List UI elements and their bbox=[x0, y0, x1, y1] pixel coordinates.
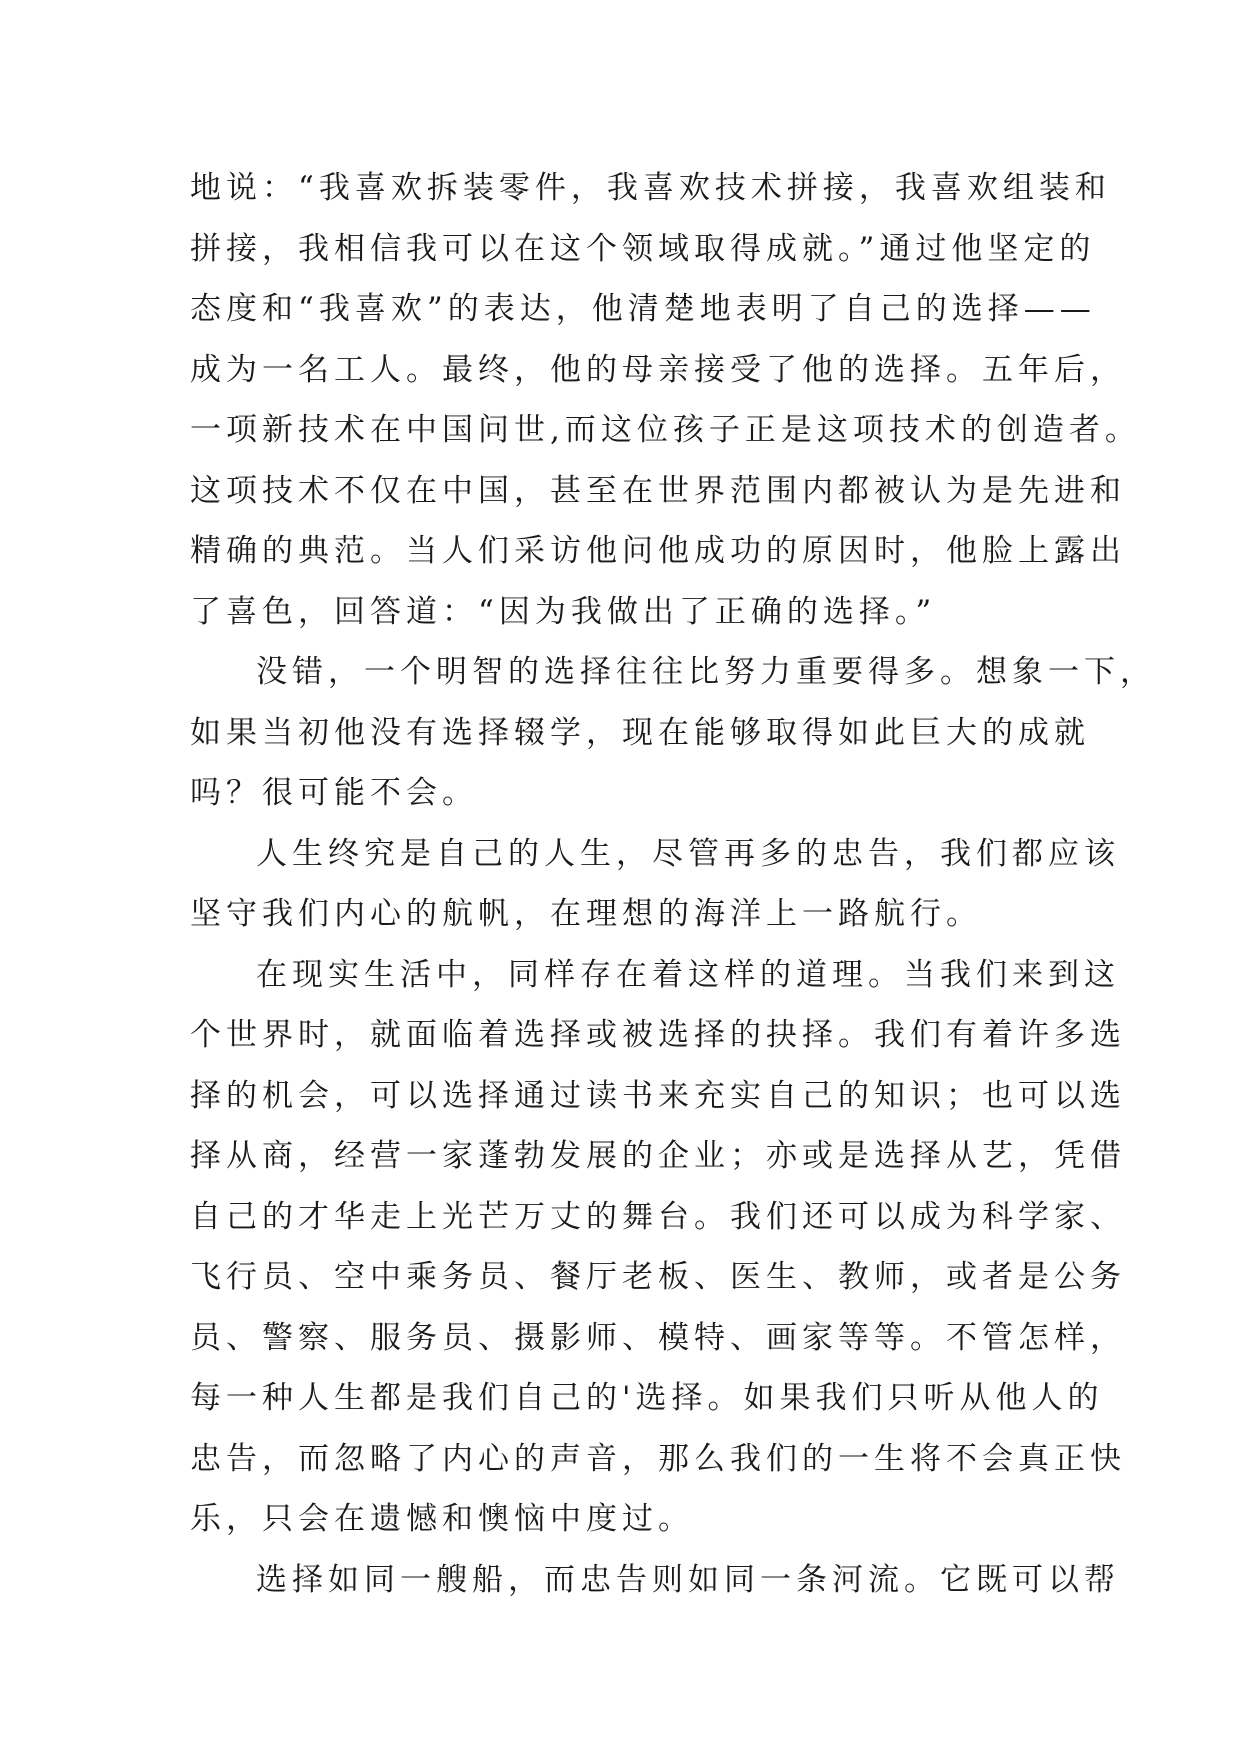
text-line: 选择如同一艘船，而忠告则如同一条河流。它既可以帮 bbox=[256, 1561, 1120, 1598]
text-line: 个世界时，就面临着选择或被选择的抉择。我们有着许多选 bbox=[190, 1017, 1126, 1053]
text-line: 没错，一个明智的选择往往比努力重要得多。想象一下， bbox=[256, 654, 1156, 690]
text-line: 了喜色，回答道：“因为我做出了正确的选择。” bbox=[190, 593, 937, 630]
text-line: 在现实生活中，同样存在着这样的道理。当我们来到这 bbox=[256, 956, 1120, 993]
paragraph bbox=[190, 824, 1120, 945]
text-line: 精确的典范。当人们采访他问他成功的原因时，他脸上露出 bbox=[190, 533, 1126, 569]
text-line: 态度和“我喜欢”的表达，他清楚地表明了自己的选择—— bbox=[190, 291, 1096, 327]
paragraph bbox=[190, 642, 1156, 824]
text-line: 自己的才华走上光芒万丈的舞台。我们还可以成为科学家、 bbox=[190, 1198, 1126, 1235]
text-line: 乐，只会在遗憾和懊恼中度过。 bbox=[190, 1501, 694, 1537]
text-line: 吗？很可能不会。 bbox=[190, 775, 478, 811]
text-line: 成为一名工人。最终，他的母亲接受了他的选择。五年后， bbox=[190, 351, 1126, 388]
text-line: 人生终究是自己的人生，尽管再多的忠告，我们都应该 bbox=[256, 835, 1120, 872]
text-line: 坚守我们内心的航帆，在理想的海洋上一路航行。 bbox=[190, 896, 982, 932]
paragraph bbox=[190, 1550, 1120, 1611]
text-line: 每一种人生都是我们自己的'选择。如果我们只听从他人的 bbox=[190, 1380, 1104, 1416]
text-line: 择的机会，可以选择通过读书来充实自己的知识；也可以选 bbox=[190, 1077, 1126, 1114]
text-line: 飞行员、空中乘务员、餐厅老板、医生、教师，或者是公务 bbox=[190, 1259, 1126, 1295]
text-line: 一项新技术在中国问世,而这位孩子正是这项技术的创造者。 bbox=[190, 412, 1141, 448]
text-line: 拼接，我相信我可以在这个领域取得成就。”通过他坚定的 bbox=[190, 230, 1096, 267]
text-line: 这项技术不仅在中国，甚至在世界范围内都被认为是先进和 bbox=[190, 472, 1126, 509]
document-body bbox=[190, 158, 1156, 1610]
paragraph bbox=[190, 945, 1126, 1550]
text-line: 择从商，经营一家蓬勃发展的企业；亦或是选择从艺，凭借 bbox=[190, 1138, 1126, 1174]
paragraph bbox=[190, 158, 1141, 642]
text-line: 忠告，而忽略了内心的声音，那么我们的一生将不会真正快 bbox=[190, 1440, 1126, 1477]
text-line: 如果当初他没有选择辍学，现在能够取得如此巨大的成就 bbox=[190, 714, 1090, 751]
text-line: 地说：“我喜欢拆装零件，我喜欢技术拼接，我喜欢组装和 bbox=[190, 170, 1111, 206]
text-line: 员、警察、服务员、摄影师、模特、画家等等。不管怎样， bbox=[190, 1319, 1126, 1356]
